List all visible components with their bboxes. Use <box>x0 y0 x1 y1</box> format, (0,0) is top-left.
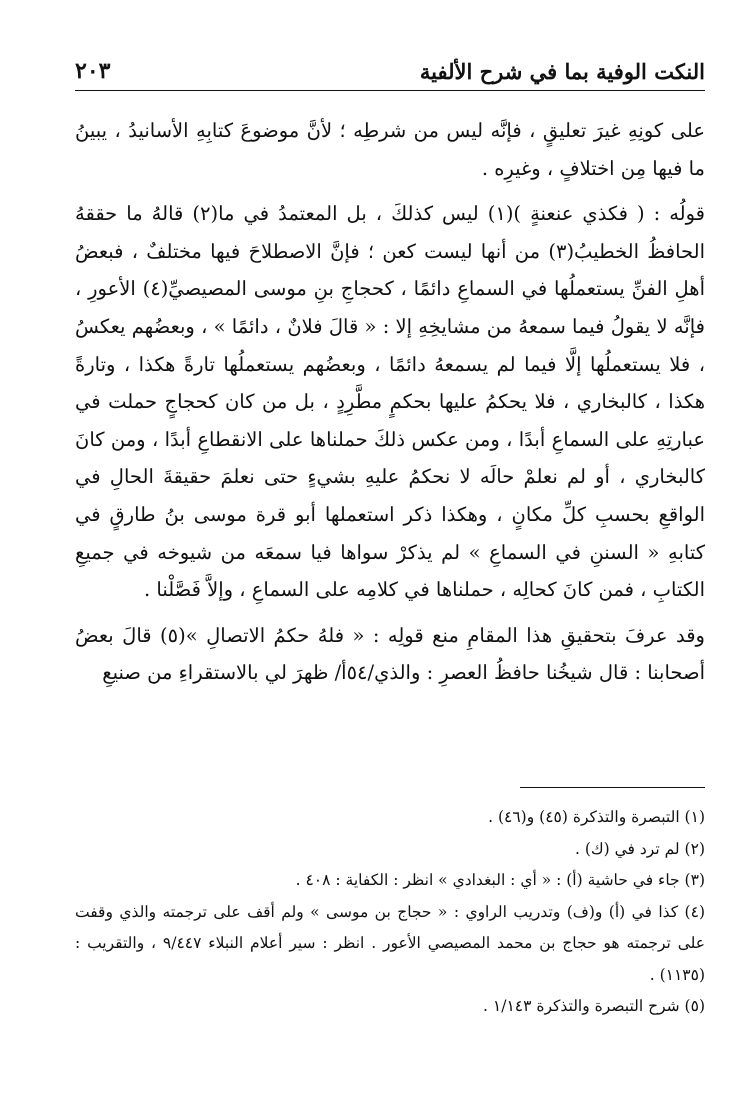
paragraph-1: على كونِهِ غيرَ تعليقٍ ، فإنَّه ليس من شرطِه ؛ لأنَّ موضوعَ كتابِهِ الأسانيدُ ، يبينُ ما فيها مِن اختلافٍ ، وغيرِه . <box>75 119 705 180</box>
footnote-2: (٢) لم ترد في (ك) . <box>574 839 705 858</box>
footnote-5: (٥) شرح التبصرة والتذكرة ١/١٤٣ . <box>483 997 705 1015</box>
footnote-divider <box>520 787 705 788</box>
page-number: ٢٠٣ <box>75 58 111 84</box>
paragraph-2: قولُه : ( فكذي عنعنةٍ )(١) ليس كذلكَ ، بل المعتمدُ في ما(٢) قالهُ ما حققهُ الحافظُ الخطيبُ(٣) من أنها ليست كعن ؛ فإنَّ الاصطلاحَ فيها مختلفٌ ، فبعضُ أهلِ الفنِّ يستعملُها في السماعِ دائمًا ، كحجاجِ بنِ موسى المصيصيِّ(٤) الأعورِ ، فإنَّه لا يقولُ فيما سمعهُ من مشايخِهِ إلا : « قالَ فلانٌ ، دائمًا » ، وبعضُهم يعكسُ ، فلا يستعملُها إلَّا فيما لم يسمعهُ دائمًا ، وبعضُهم يستعملُها تارةً هكذا ، وتارةً هكذا ، كالبخاري ، فلا يحكمُ عليها بحكمٍ مطَّرِدٍ ، بل من كان كحجاجٍ حملت في عبارتِهِ على السماعِ أبدًا ، ومن عكس ذلكَ حملناها على الانقطاعِ أبدًا ، ومن كانَ كالبخاري ، أو لم نعلمْ حالَه لا نحكمُ عليهِ بشيءٍ حتى نعلمَ حقيقةَ الحالِ في الواقعِ بحسبِ كلِّ مكانٍ ، وهكذا ذكر استعملها أبو قرة موسى بنُ طارقٍ في كتابهِ « السننِ في السماعِ » لم يذكرْ سواها فيا سمعَه من شيوخه في جميعِ الكتابِ ، فمن كانَ كحالِه ، حملناها في كلامِه على السماعِ ، وإلاَّ فَصَّلْنا . <box>75 202 706 602</box>
footnote-3: (٣) جاء في حاشية (أ) : « أي : البغدادي » انظر : الكفاية : ٤٠٨ . <box>295 871 705 889</box>
footnote-1: (١) التبصرة والتذكرة (٤٥) و(٤٦) . <box>488 808 705 826</box>
footnotes <box>75 802 705 1023</box>
running-title: النكت الوفية بما في شرح الألفية <box>419 59 705 84</box>
main-text <box>75 112 705 692</box>
page-header <box>75 50 705 91</box>
paragraph-3: وقد عرفَ بتحقيقِ هذا المقامِ منع قولِه : « فلهُ حكمُ الاتصالِ »(٥) قالَ بعضُ أصحابنا : قال شيخُنا حافظُ العصرِ : والذي/٥٤أ/ ظهرَ لي بالاستقراءِ من صنيعِ <box>75 623 705 685</box>
footnote-4: (٤) كذا في (أ) و(ف) وتدريب الراوي : « حجاج بن موسى » ولم أقف على ترجمته والذي وقفت على ترجمته هو حجاج بن محمد المصيصي الأعور . انظر : سير أعلام النبلاء ٩/٤٤٧ ، والتقريب : (١١٣٥) . <box>75 902 705 984</box>
